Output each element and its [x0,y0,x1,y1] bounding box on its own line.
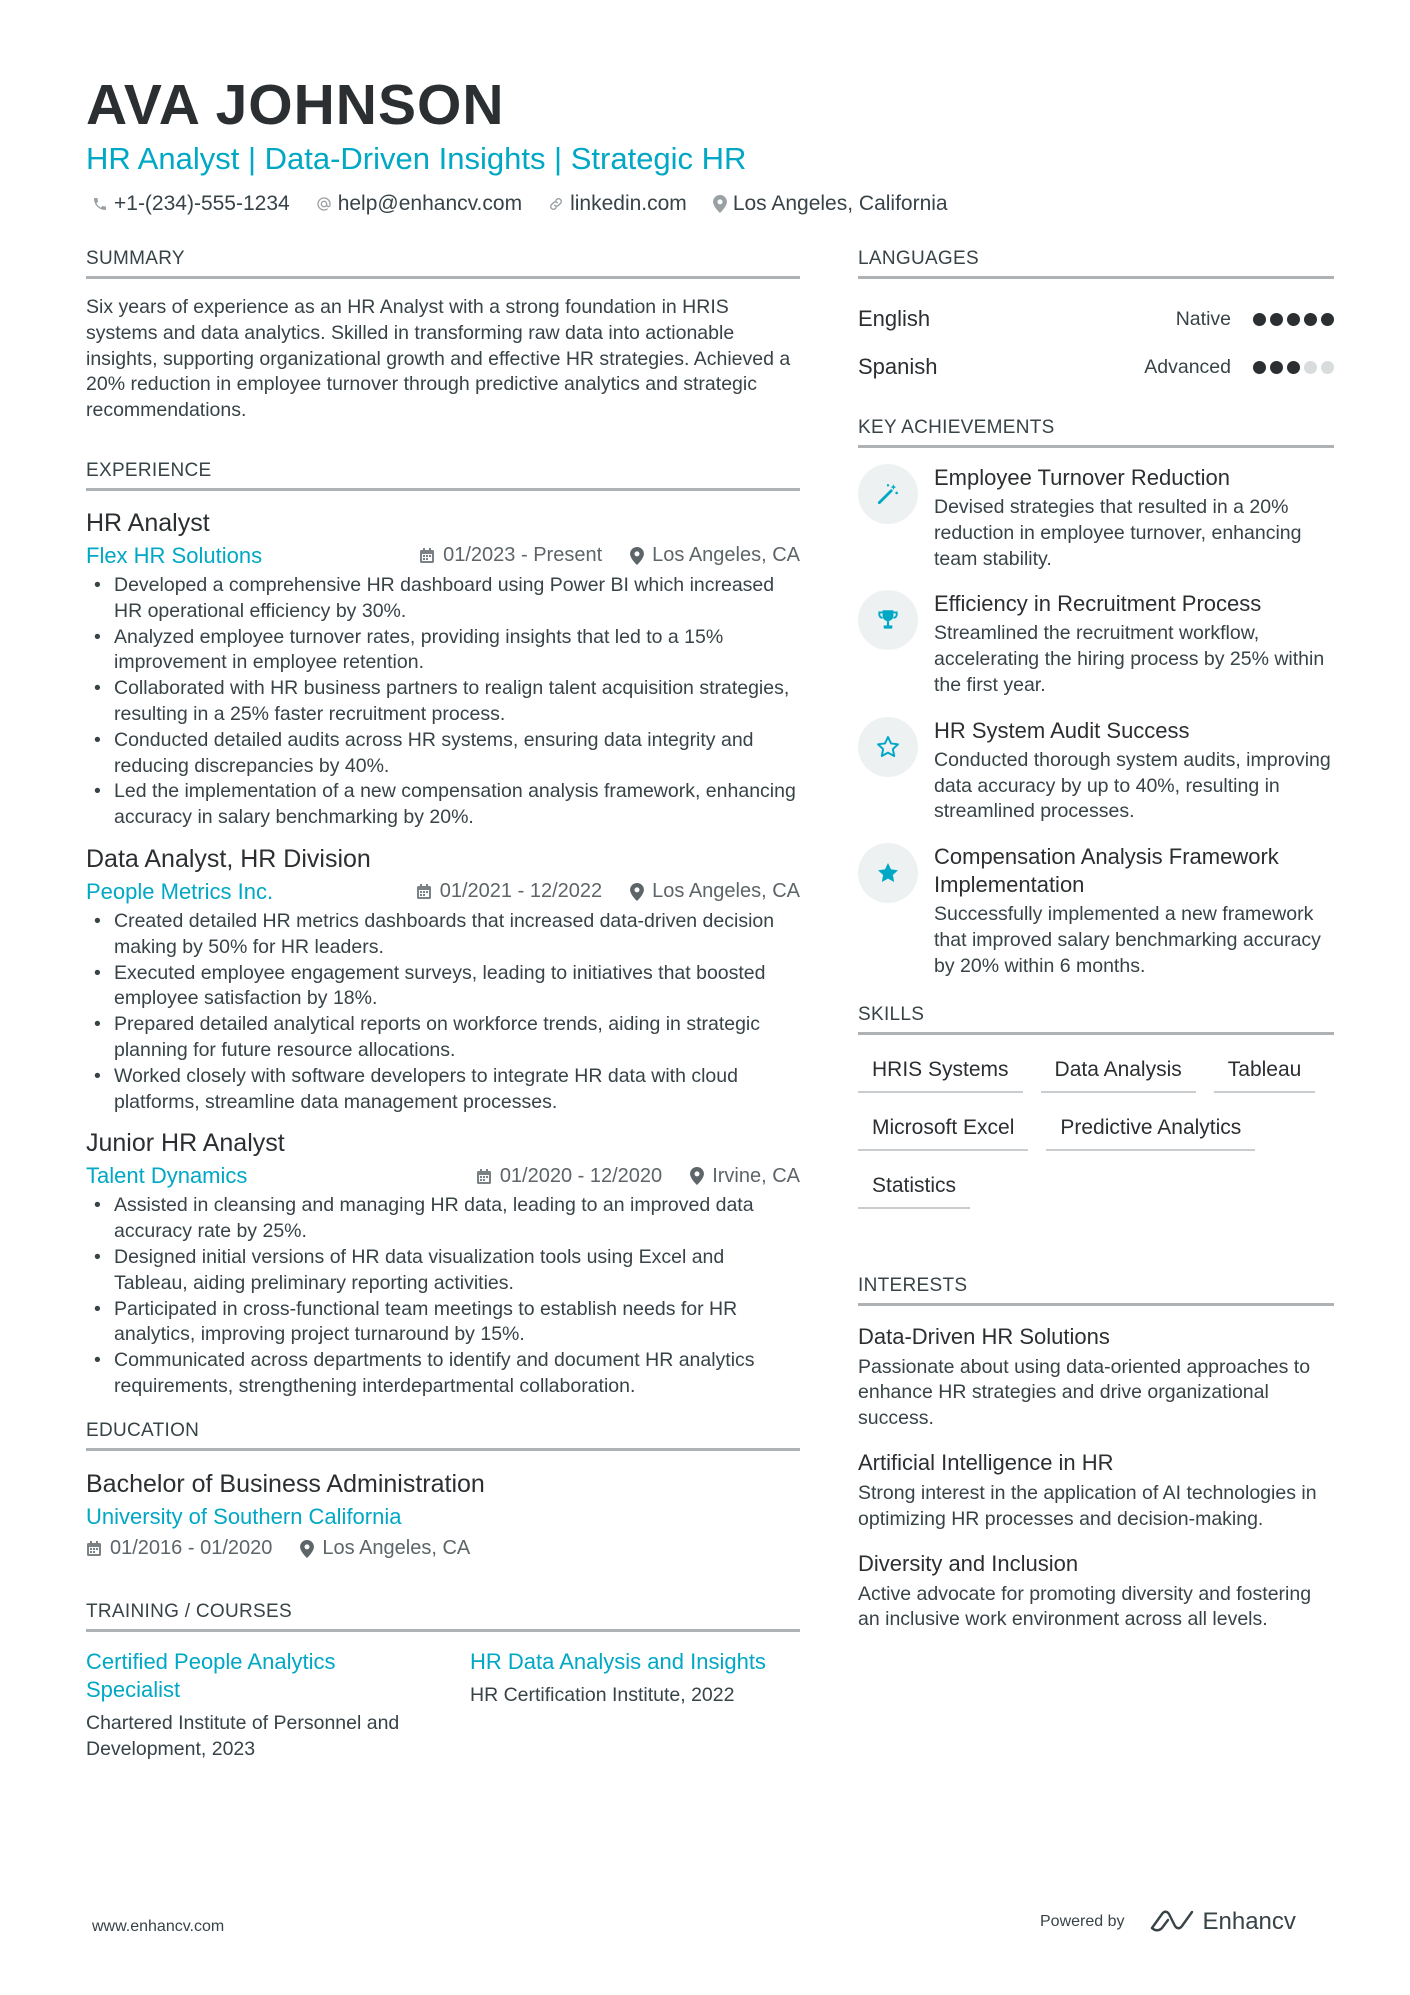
achievement-title: Efficiency in Recruitment Process [934,591,1262,617]
languages-section [858,246,1334,391]
job-location [690,1165,800,1188]
interest-item [858,1448,1334,1533]
bullet-item: • Developed a comprehensive HR dashboard using Power BI which increased HR operational efficiency by 30%. [86,573,800,625]
star-outline-icon [875,734,901,760]
skills-section [858,1002,1334,1225]
at-icon [316,196,332,212]
experience-section [86,458,800,1400]
bullet-item: • Conducted detailed audits across HR systems, ensuring data integrity and reducing discrepancies by 40%. [86,728,800,780]
enhancv-logo[interactable] [1149,1908,1296,1936]
job-dates-text: 01/2021 - 12/2022 [439,880,603,903]
email-text: help@enhancv.com [337,192,523,215]
headline: HR Analyst | Data-Driven Insights | Strategic HR [86,141,747,176]
achievement-title: Employee Turnover Reduction [934,465,1230,490]
skill-tag: Statistics [858,1167,970,1209]
job-bullets [86,1193,800,1399]
achievement-title: Compensation Analysis Framework Implementation [934,844,1279,898]
achievements-heading: KEY ACHIEVEMENTS [858,415,1334,448]
languages-heading: LANGUAGES [858,246,1334,279]
left-column [86,246,800,1762]
language-row [858,343,1334,391]
achievement-item [858,464,1334,572]
job-meta [86,1159,800,1193]
proficiency-dot-filled [1270,313,1283,326]
contact-email[interactable] [316,192,522,216]
location-pin-icon [300,1540,314,1558]
link-icon [548,196,564,212]
job-company: People Metrics Inc. [86,878,274,904]
bullet-item: • Created detailed HR metrics dashboards that increased data-driven decision making by 50% for HR leaders. [86,909,800,961]
edu-dates-text: 01/2016 - 01/2020 [110,1537,273,1560]
skills-heading: SKILLS [858,1002,1334,1035]
summary-heading: SUMMARY [86,246,800,279]
calendar-icon [419,547,435,564]
summary-text: Six years of experience as an HR Analyst with a strong foundation in HRIS systems and data analytics. Skilled in transforming raw data into actionable insights, supporting organizational growth and effective HR strategies. Achieved a 20% reduction in employee turnover through predictive analytics and strategic recommendations. [86,296,791,422]
job-location-text: Irvine, CA [712,1164,800,1187]
footer-branding [1040,1908,1296,1936]
achievements-section [858,415,1334,980]
powered-by-text: Powered by [1040,1913,1125,1930]
edu-meta [86,1533,800,1565]
bullet-item: • Participated in cross-functional team meetings to establish needs for HR analytics, improving project turnaround by 15%. [86,1297,800,1349]
education-heading: EDUCATION [86,1418,800,1451]
achievement-item [858,590,1334,698]
linkedin-text: linkedin.com [570,192,687,215]
calendar-icon [476,1168,492,1185]
interest-item [858,1549,1334,1634]
proficiency-dot-filled [1304,313,1317,326]
bullet-item: • Communicated across departments to identify and document HR analytics requirements, strengthening interdepartmental collaboration. [86,1348,800,1400]
brand-name: Enhancv [1202,1908,1296,1935]
bullet-item: • Designed initial versions of HR data visualization tools using Excel and Tableau, aiding preliminary reporting activities. [86,1245,800,1297]
achievement-desc: Conducted thorough system audits, improving data accuracy by up to 40%, resulting in streamlined processes. [934,748,1331,823]
skill-tag: Predictive Analytics [1046,1109,1255,1151]
achievement-desc: Streamlined the recruitment workflow, accelerating the hiring process by 25% within the first year. [934,622,1325,696]
candidate-name: AVA JOHNSON [86,73,505,137]
proficiency-dot-empty [1304,361,1317,374]
language-level: Advanced [1144,355,1231,378]
proficiency-dot-filled [1253,361,1266,374]
job-title: HR Analyst [86,508,210,537]
phone-text: +1-(234)-555-1234 [114,192,290,215]
interest-desc: Active advocate for promoting diversity and fostering an inclusive work environment across all levels. [858,1582,1312,1631]
education-section [86,1418,800,1565]
language-name: Spanish [858,354,938,379]
star-filled-icon [875,860,901,886]
interest-desc: Strong interest in the application of AI technologies in optimizing HR processes and decision-making. [858,1481,1317,1530]
skill-tag: HRIS Systems [858,1051,1023,1093]
contact-bar [92,188,974,220]
location-pin-icon [630,547,644,565]
interest-title: Data-Driven HR Solutions [858,1323,1110,1349]
course-title: HR Data Analysis and Insights [470,1648,766,1674]
job-dates-text: 01/2023 - Present [443,544,603,567]
job-meta [86,875,800,909]
location-text: Los Angeles, California [732,192,948,215]
edu-school: University of Southern California [86,1503,402,1529]
language-dots [1249,361,1334,374]
job-title: Data Analyst, HR Division [86,844,371,873]
job-bullets [86,573,800,831]
job-location [630,880,800,903]
training-section [86,1599,800,1762]
bullet-item: • Executed employee engagement surveys, leading to initiatives that boosted employee satisfaction by 18%. [86,961,800,1013]
job-company: Flex HR Solutions [86,542,263,568]
proficiency-dot-filled [1287,313,1300,326]
skill-tag: Data Analysis [1041,1051,1196,1093]
trophy-icon [875,607,901,633]
skill-list [858,1051,1334,1225]
job-location-text: Los Angeles, CA [652,544,800,567]
training-heading: TRAINING / COURSES [86,1599,800,1632]
language-dots [1249,313,1334,326]
course-list [86,1648,800,1762]
job-entry [86,507,800,831]
course-desc: Chartered Institute of Personnel and Development, 2023 [86,1711,400,1760]
proficiency-dot-filled [1287,361,1300,374]
bullet-item: • Worked closely with software developers to integrate HR data with cloud platforms, streamline data management processes. [86,1064,800,1116]
job-company: Talent Dynamics [86,1163,248,1189]
experience-heading: EXPERIENCE [86,458,800,491]
interest-title: Artificial Intelligence in HR [858,1449,1114,1475]
course-title: Certified People Analytics Specialist [86,1648,336,1702]
location-pin-icon [630,883,644,901]
bullet-item: • Assisted in cleansing and managing HR data, leading to an improved data accuracy rate by 25%. [86,1193,800,1245]
calendar-icon [86,1540,102,1557]
interest-desc: Passionate about using data-oriented approaches to enhance HR strategies and drive organizational success. [858,1355,1311,1430]
job-location-text: Los Angeles, CA [652,880,800,903]
proficiency-dot-filled [1321,313,1334,326]
course-item [86,1648,416,1762]
edu-dates [86,1537,272,1560]
enhancv-logo-icon [1149,1910,1195,1934]
job-entry [86,1127,800,1399]
job-location [630,544,800,567]
calendar-icon [416,883,432,900]
job-dates [476,1165,662,1188]
job-dates [419,544,602,567]
job-bullets [86,909,800,1115]
proficiency-dot-empty [1321,361,1334,374]
achievement-desc: Successfully implemented a new framework that improved salary benchmarking accuracy by 20% within 6 months. [934,903,1321,977]
proficiency-dot-filled [1253,313,1266,326]
skill-tag: Tableau [1214,1051,1316,1093]
achievement-item [858,717,1334,825]
language-level: Native [1175,307,1231,330]
language-name: English [858,306,931,331]
course-item [470,1648,800,1762]
bullet-item: • Collaborated with HR business partners to realign talent acquisition strategies, resulting in a 25% faster recruitment process. [86,676,800,728]
edu-location-text: Los Angeles, CA [322,1537,471,1560]
interest-title: Diversity and Inclusion [858,1550,1079,1576]
magic-wand-icon [875,481,901,507]
contact-phone[interactable] [92,192,290,216]
job-dates [416,880,602,903]
achievement-title: HR System Audit Success [934,717,1190,743]
right-column [858,246,1334,1649]
job-meta [86,539,800,573]
footer-website[interactable]: www.enhancv.com [92,1918,225,1935]
skill-tag: Microsoft Excel [858,1109,1028,1151]
job-entry [86,843,800,1115]
job-dates-text: 01/2020 - 12/2020 [499,1164,663,1187]
contact-location [713,192,948,216]
bullet-item: • Prepared detailed analytical reports on workforce trends, aiding in strategic planning for future resource allocations. [86,1012,800,1064]
bullet-item: • Analyzed employee turnover rates, providing insights that led to a 15% improvement in employee retention. [86,625,800,677]
achievement-desc: Devised strategies that resulted in a 20% reduction in employee turnover, enhancing team stability. [934,496,1302,570]
interests-section [858,1273,1334,1634]
bullet-item: • Led the implementation of a new compensation analysis framework, enhancing accuracy in salary benchmarking by 20%. [86,779,800,831]
course-desc: HR Certification Institute, 2022 [470,1683,735,1706]
summary-section [86,246,800,424]
job-title: Junior HR Analyst [86,1129,285,1158]
edu-degree: Bachelor of Business Administration [86,1469,485,1498]
interest-item [858,1322,1334,1432]
location-pin-icon [690,1167,704,1185]
contact-linkedin[interactable] [548,192,687,216]
location-pin-icon [713,195,727,213]
language-row [858,295,1334,343]
phone-icon [92,196,108,212]
edu-location [300,1537,470,1560]
proficiency-dot-filled [1270,361,1283,374]
achievement-item [858,843,1334,979]
interests-heading: INTERESTS [858,1273,1334,1306]
